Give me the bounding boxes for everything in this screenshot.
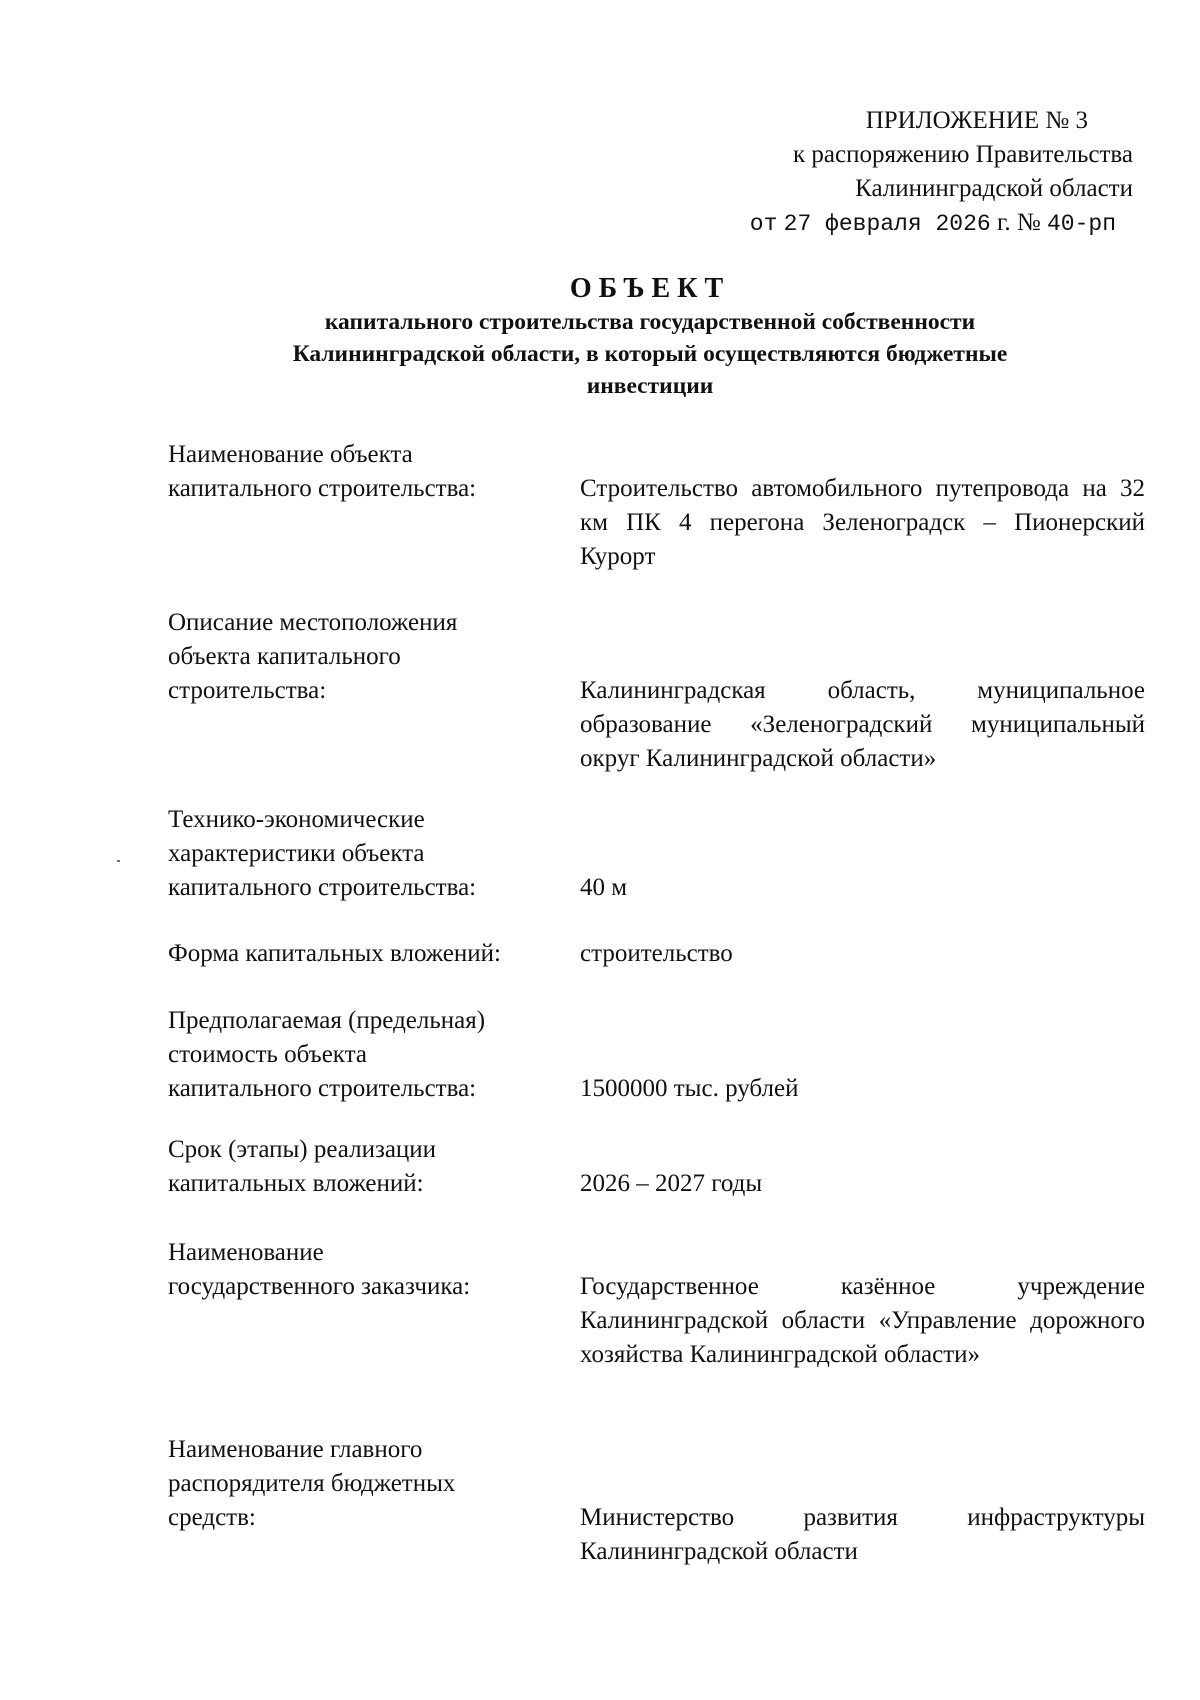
field-label: Предполагаемая (предельная) стоимость объекта капитального строительства: [168,1007,486,1102]
field-label: Технико-экономические характеристики объекта капитального строительства: [168,806,477,901]
document-subtitle-line: инвестиции [586,373,714,399]
field-value: 2026 – 2027 годы [580,1170,763,1197]
scan-speck [117,860,120,862]
appendix-date: 27 февраля 2026 [783,211,991,237]
field-value: строительство [580,940,733,967]
appendix-region: Калининградской области [855,175,1133,202]
field-label: Наименование объекта капитального строительства: [168,441,477,502]
document-subtitle-line: капитального строительства государственной собственности [324,309,976,335]
appendix-number-label: г. № [996,209,1041,236]
field-label: Срок (этапы) реализации капитальных вложений: [168,1136,437,1197]
document-heading [150,272,1150,402]
field-value: Строительство автомобильного путепровода на 32 км ПК 4 перегона Зеленоградск – Пионерский Курорт [580,475,1145,570]
appendix-number: 40-рп [1046,211,1116,237]
appendix-date-prefix: от [749,211,778,237]
field-value: Государственное казённое учреждение Калининградской области «Управление дорожного хозяйства Калининградской области» [580,1273,1145,1368]
field-value: Калининградская область, муниципальное образование «Зеленоградский муниципальный округ Калининградской области» [580,677,1145,772]
field-value: Министерство развития инфраструктуры Калининградской области [580,1504,1145,1565]
field-label: Описание местоположения объекта капитального строительства: [168,609,458,704]
document-subtitle-line: Калининградской области, в который осуществляются бюджетные [292,341,1008,367]
appendix-date-line [620,206,1140,241]
field-label: Наименование государственного заказчика: [168,1239,471,1300]
field-value: 40 м [580,874,628,901]
field-label: Форма капитальных вложений: [168,940,501,967]
document-title: ОБЪЕКТ [569,273,731,304]
appendix-reference: к распоряжению Правительства [792,141,1133,168]
field-label: Наименование главного распорядителя бюджетных средств: [168,1436,456,1531]
appendix-header [620,104,1140,241]
field-value: 1500000 тыс. рублей [580,1075,799,1102]
appendix-title: ПРИЛОЖЕНИЕ № 3 [865,107,1088,134]
